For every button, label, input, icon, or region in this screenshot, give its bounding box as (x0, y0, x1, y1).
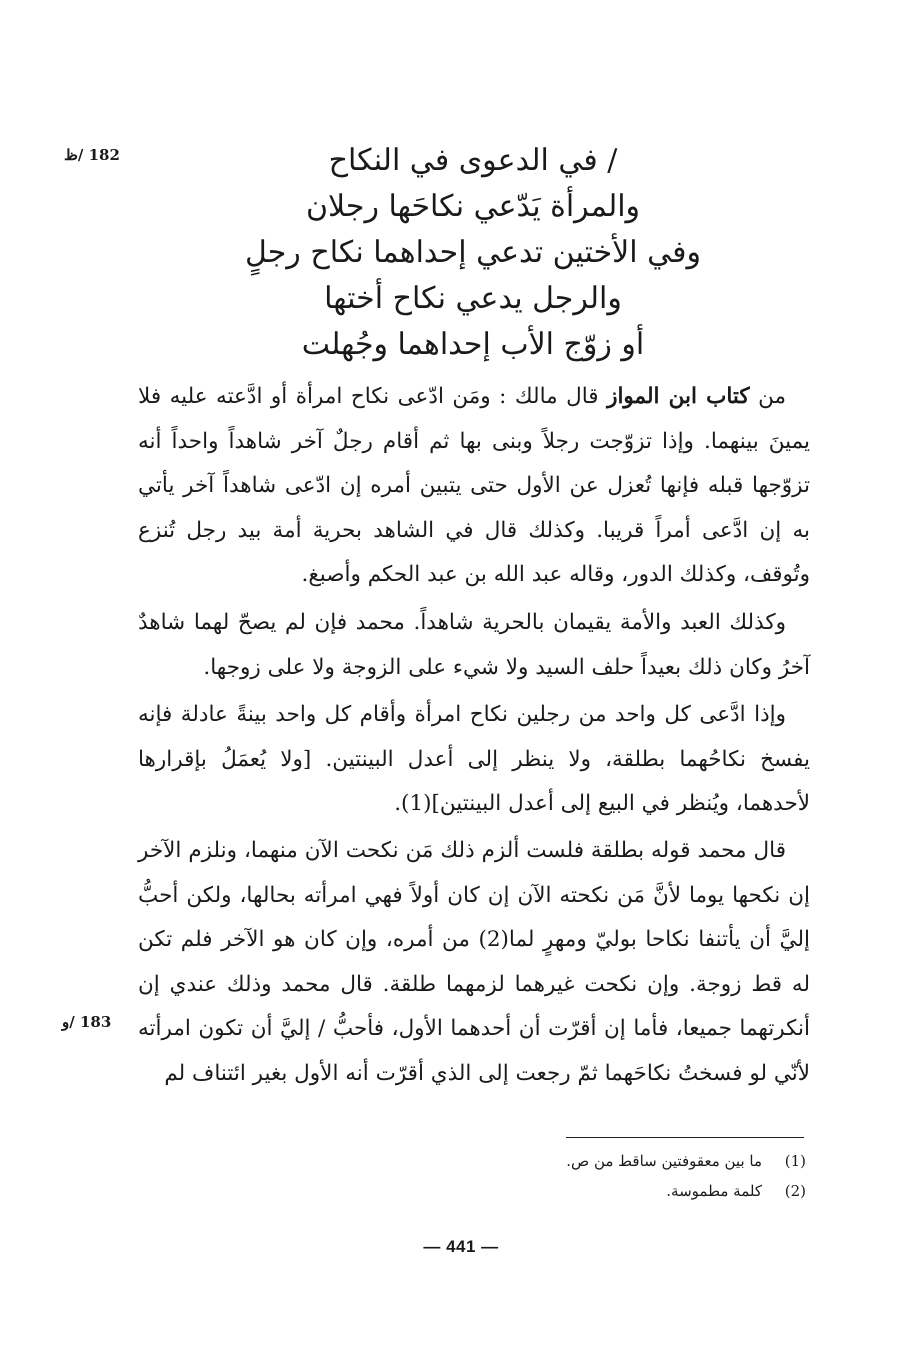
paragraph-prefix: من (749, 384, 786, 409)
title-line: أو زوّج الأب إحداهما وجُهلت (301, 327, 645, 362)
paragraph-text (138, 375, 810, 598)
footnote-text: كلمة مطموسة. (666, 1182, 762, 1200)
paragraph-2 (138, 601, 810, 690)
title-line: وفي الأختين تدعي إحداهما نكاح رجلٍ (245, 235, 701, 270)
source-book-name: كتاب ابن المواز (607, 384, 750, 409)
margin-folio-note: 183 /و (62, 1013, 112, 1031)
footnote (430, 1176, 806, 1206)
footnote-number: (2) (784, 1182, 806, 1200)
chapter-title (140, 138, 806, 368)
paragraph-4 (138, 829, 810, 1096)
paragraph-text: وإذا ادَّعى كل واحد من رجلين نكاح امرأة وأقام كل واحد بينةً عادلة فإنه يفسخ نكاحُهما بطلقة، ولا ينظر إلى أعدل البينتين. [ولا يُعمَلُ بإقرارها لأحدهما، ويُنظر في البيع إلى أعدل البينتين](1). (138, 702, 810, 816)
title-line: / في الدعوى في النكاح (328, 143, 618, 178)
paragraph-3 (138, 693, 810, 827)
paragraph-body: قال مالك : ومَن ادّعى نكاح امرأة أو ادَّعته عليه فلا يمينَ بينهما. وإذا تزوّجت رجلاً وبنى بها ثم أقام رجلٌ آخر شاهداً واحداً أنه تزوّجها قبله فإنها تُعزل عن الأول حتى يتبين أمره إن ادّعى شاهداً آخر يأتي به إن ادَّعى أمراً قريبا. وكذلك قال في الشاهد بحرية أمة بيد رجل تُنزع وتُوقف، وكذلك الدور، وقاله عبد الله بن عبد الحكم وأصبغ. (138, 384, 810, 587)
footnotes (430, 1146, 806, 1206)
page-number: — 441 — (423, 1237, 499, 1256)
footnote-text: ما بين معقوفتين ساقط من ص. (566, 1152, 762, 1170)
footnote-divider (566, 1137, 804, 1138)
paragraph-1 (138, 375, 810, 598)
paragraph-text: قال محمد قوله بطلقة فلست ألزم ذلك مَن نكحت الآن منهما، ونلزم الآخر إن نكحها يوما لأنَّ مَن نكحته الآن إن كان أولاً فهي امرأته بحالها، ولكن أحبُّ إليَّ أن يأتنفا نكاحا بوليّ ومهرٍ لما(2) من أمره، وإن كان هو الآخر فلم تكن له قط زوجة. وإن نكحت غيرهما لزمهما طلقة. قال محمد وذلك عندي إن أنكرتهما جميعا، فأما إن أقرّت أن أحدهما الأول، فأحبُّ / إليَّ أن تكون امرأته لأنّي لو فسختُ نكاحَهما ثمّ رجعت إلى الذي أقرّت أنه الأول بغير ائتناف لم (138, 838, 810, 1086)
title-line: والمرأة يَدّعي نكاحَها رجلان (305, 189, 641, 224)
title-line: والرجل يدعي نكاح أختها (324, 281, 622, 316)
footnote-number: (1) (784, 1152, 806, 1170)
margin-folio-note: 182 /ظ (64, 146, 120, 164)
paragraph-text: وكذلك العبد والأمة يقيمان بالحرية شاهداً. محمد فإن لم يصحّ لهما شاهدٌ آخرُ وكان ذلك بعيداً حلف السيد ولا شيء على الزوجة ولا على زوجها. (138, 610, 810, 680)
footnote (430, 1146, 806, 1176)
